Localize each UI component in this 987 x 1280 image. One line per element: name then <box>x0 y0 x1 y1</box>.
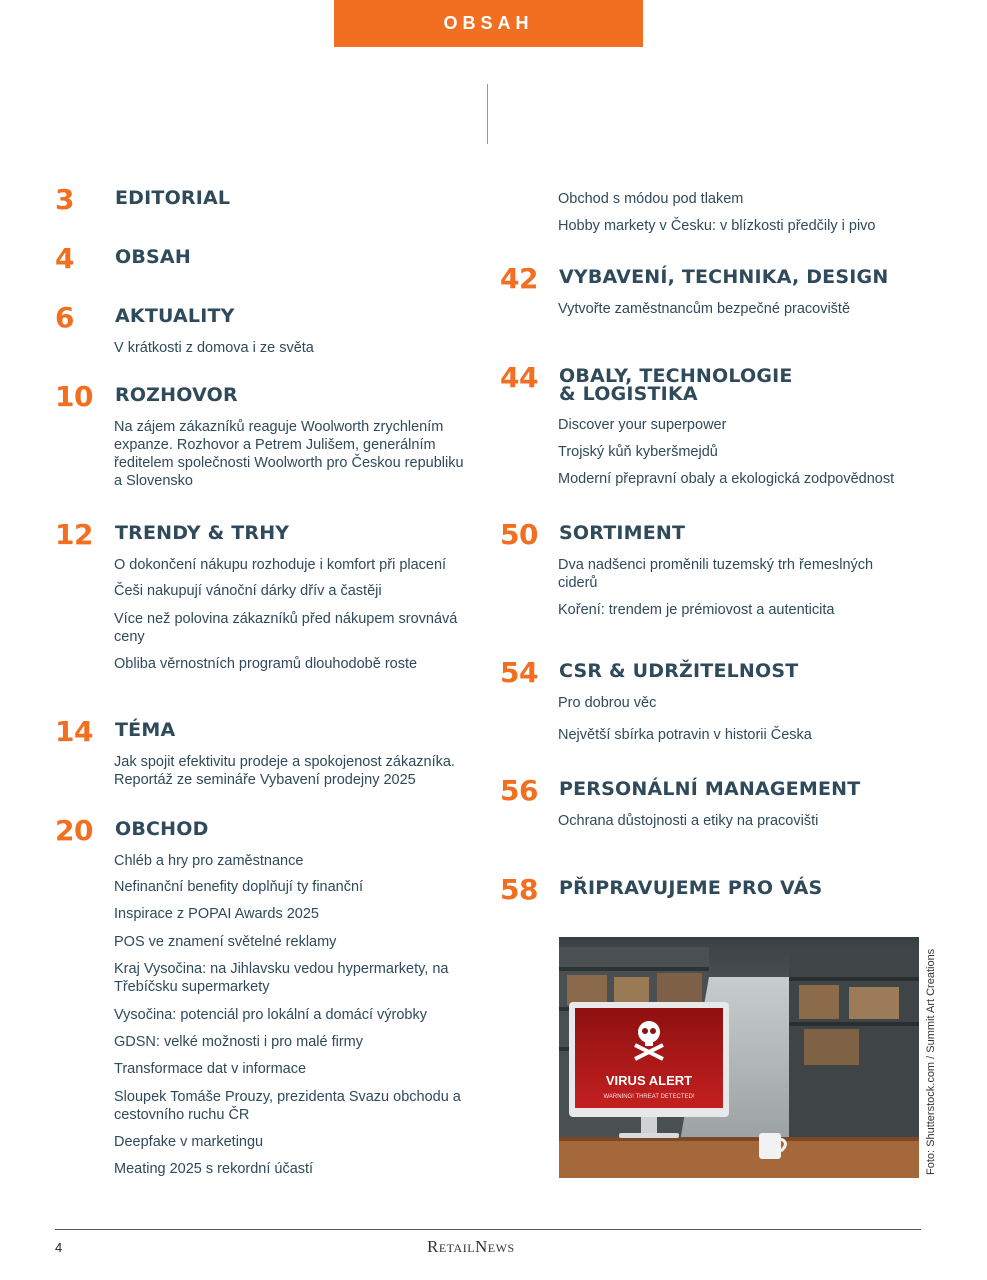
section-number: 50 <box>500 518 538 551</box>
section-number: 10 <box>55 380 93 413</box>
virus-alert-text: VIRUS ALERT <box>605 1073 693 1088</box>
toc-item[interactable]: Chléb a hry pro zaměstnance <box>114 853 304 869</box>
toc-item[interactable]: Deepfake v marketingu <box>114 1134 264 1150</box>
toc-item[interactable]: Moderní přepravní obaly a ekologická zodpovědnost <box>558 471 895 487</box>
section-title: OBCHOD <box>115 818 209 840</box>
toc-item[interactable]: Jak spojit efektivitu prodeje a spokojenost zákazníka. Reportáž ze semináře Vybavení prodejny 2025 <box>114 754 455 788</box>
section-number: 42 <box>500 262 538 295</box>
toc-item[interactable]: Vytvořte zaměstnancům bezpečné pracoviště <box>558 301 851 317</box>
toc-item[interactable]: Nefinanční benefity doplňují ty finanční <box>114 879 364 895</box>
section-number: 3 <box>55 183 74 216</box>
toc-item[interactable]: Na zájem zákazníků reaguje Woolworth zrychlením expanze. Rozhovor a Petrem Julišem, generálním ředitelem společnosti Woolworth pro Českou republiku a Slovensko <box>114 419 464 489</box>
toc-item[interactable]: Více než polovina zákazníků před nákupem srovnává ceny <box>114 611 458 645</box>
toc-item[interactable]: O dokončení nákupu rozhoduje i komfort při placení <box>114 557 447 573</box>
toc-item[interactable]: POS ve znamení světelné reklamy <box>114 934 337 950</box>
warehouse-computer-illustration <box>559 937 919 1178</box>
footer-divider <box>55 1229 921 1230</box>
toc-item[interactable]: Hobby markety v Česku: v blízkosti předčily i pivo <box>558 218 876 234</box>
toc-item[interactable]: Transformace dat v informace <box>114 1061 307 1077</box>
section-number: 20 <box>55 814 93 847</box>
toc-item[interactable]: Meating 2025 s rekordní účastí <box>114 1161 314 1177</box>
section-title: TÉMA <box>115 719 176 741</box>
toc-item[interactable]: Trojský kůň kyberšmejdů <box>558 444 718 460</box>
toc-item[interactable]: Sloupek Tomáše Prouzy, prezidenta Svazu obchodu a cestovního ruchu ČR <box>114 1089 461 1123</box>
section-number: 12 <box>55 518 93 551</box>
threat-detected-text: WARNING! THREAT DETECTED! <box>603 1094 695 1100</box>
toc-item[interactable]: GDSN: velké možnosti i pro malé firmy <box>114 1034 363 1050</box>
toc-item[interactable]: Vysočina: potenciál pro lokální a domácí výrobky <box>114 1007 427 1023</box>
toc-item[interactable]: Největší sbírka potravin v historii Česka <box>558 727 812 743</box>
section-title: SORTIMENT <box>559 522 686 544</box>
toc-item[interactable]: Obchod s módou pod tlakem <box>558 191 744 207</box>
section-title-line1: OBALY, TECHNOLOGIE <box>559 365 793 387</box>
section-number: 6 <box>55 301 74 334</box>
virus-alert-photo <box>559 937 919 1178</box>
section-number: 4 <box>55 242 74 275</box>
section-title-line2: & LOGISTIKA <box>559 383 698 405</box>
section-number: 54 <box>500 656 538 689</box>
section-title: CSR & UDRŽITELNOST <box>559 660 799 682</box>
section-banner: OBSAH <box>334 0 643 47</box>
toc-item[interactable]: Dva nadšenci proměnili tuzemský trh řemeslných ciderů <box>558 557 874 591</box>
section-title: TRENDY & TRHY <box>115 522 290 544</box>
section-title: ROZHOVOR <box>115 384 238 406</box>
toc-item[interactable]: Kraj Vysočina: na Jihlavsku vedou hypermarkety, na Třebíčsku supermarkety <box>114 961 449 995</box>
section-title: AKTUALITY <box>115 305 235 327</box>
toc-item[interactable]: Discover your superpower <box>558 417 727 433</box>
toc-item[interactable]: Obliba věrnostních programů dlouhodobě roste <box>114 656 418 672</box>
section-title: EDITORIAL <box>115 187 231 209</box>
section-title: PŘIPRAVUJEME PRO VÁS <box>559 877 823 899</box>
section-number: 44 <box>500 361 538 394</box>
photo-credit: Foto: Shutterstock.com / Summit Art Creations <box>925 948 937 1175</box>
toc-item[interactable]: Ochrana důstojnosti a etiky na pracovišti <box>558 813 819 829</box>
divider-line <box>487 84 488 144</box>
toc-item[interactable]: Inspirace z POPAI Awards 2025 <box>114 906 319 922</box>
page-number: 4 <box>55 1240 63 1255</box>
section-number: 14 <box>55 715 93 748</box>
toc-item[interactable]: Koření: trendem je prémiovost a autenticita <box>558 602 835 618</box>
section-title: PERSONÁLNÍ MANAGEMENT <box>559 778 861 800</box>
toc-item[interactable]: Pro dobrou věc <box>558 695 657 711</box>
section-title: OBSAH <box>115 246 191 268</box>
section-number: 58 <box>500 873 538 906</box>
toc-item[interactable]: Češi nakupují vánoční dárky dřív a častěji <box>114 583 382 599</box>
section-title: VYBAVENÍ, TECHNIKA, DESIGN <box>559 266 889 288</box>
retailnews-logo: RetailNews <box>427 1237 515 1256</box>
section-number: 56 <box>500 774 538 807</box>
toc-item[interactable]: V krátkosti z domova i ze světa <box>114 340 314 356</box>
